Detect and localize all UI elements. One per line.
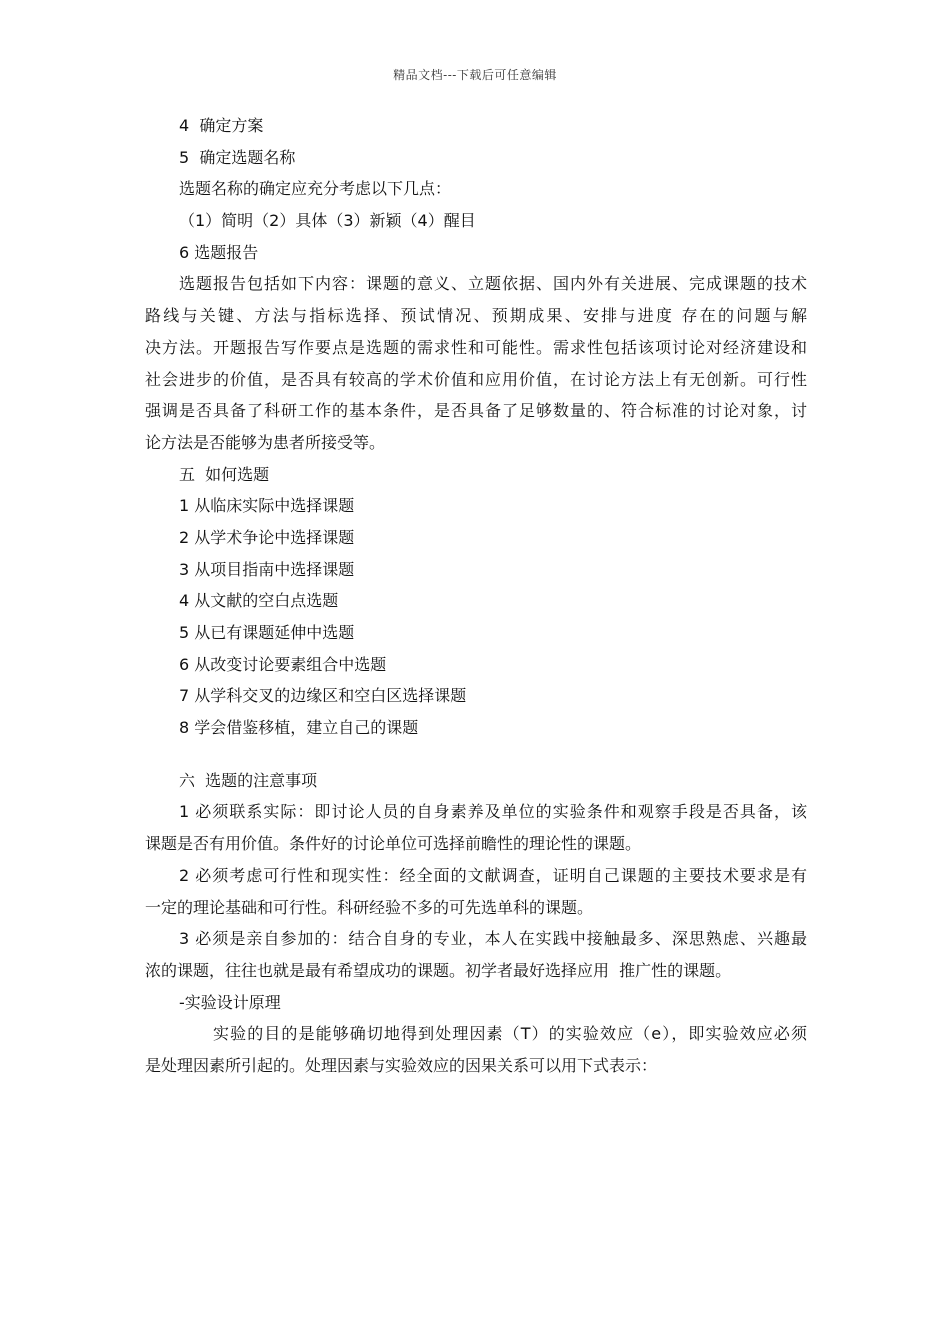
document-body xyxy=(145,110,807,1082)
text-line: 浓的课题，往往也就是最有希望成功的课题。初学者最好选择应用 推广性的课题。 xyxy=(145,960,732,980)
text-line: 6 选题报告 xyxy=(179,242,259,262)
paragraph-gap xyxy=(145,744,807,765)
section-heading: -实验设计原理 xyxy=(179,992,281,1012)
text-line: 2 必须考虑可行性和现实性：经全面的文献调查，证明自己课题的主要技术要求是有 xyxy=(179,865,807,885)
text-line: 5 确定选题名称 xyxy=(179,147,296,167)
text-line: 3 必须是亲自参加的：结合自身的专业，本人在实践中接触最多、深思熟虑、兴趣最 xyxy=(179,929,807,949)
text-line: 1 必须联系实际：即讨论人员的自身素养及单位的实验条件和观察手段是否具备，该 xyxy=(179,802,807,822)
text-line: 强调是否具备了科研工作的基本条件，是否具备了足够数量的、符合标准的讨论对象，讨 xyxy=(145,401,807,421)
text-line: 路线与关键、方法与指标选择、预试情况、预期成果、安排与进度 存在的问题与解 xyxy=(145,306,807,326)
text-line: 决方法。开题报告写作要点是选题的需求性和可能性。需求性包括该项讨论对经济建设和 xyxy=(145,337,807,357)
page-header: 精品文档---下载后可任意编辑 xyxy=(393,68,557,82)
list-item: 2 从学术争论中选择课题 xyxy=(179,527,355,547)
list-item: 6 从改变讨论要素组合中选题 xyxy=(179,654,387,674)
text-line: 社会进步的价值，是否具有较高的学术价值和应用价值，在讨论方法上有无创新。可行性 xyxy=(145,369,807,389)
text-line: 选题报告包括如下内容：课题的意义、立题依据、国内外有关进展、完成课题的技术 xyxy=(179,274,807,294)
list-item: 5 从已有课题延伸中选题 xyxy=(179,623,355,642)
list-item: 7 从学科交叉的边缘区和空白区选择课题 xyxy=(179,686,467,706)
list-item: 4 从文献的空白点选题 xyxy=(179,591,339,611)
text-line: 4 确定方案 xyxy=(179,116,264,135)
list-item: 8 学会借鉴移植，建立自己的课题 xyxy=(179,718,419,738)
text-line: 实验的目的是能够确切地得到处理因素（T）的实验效应（e），即实验效应必须 xyxy=(213,1024,807,1044)
text-line: 论方法是否能够为患者所接受等。 xyxy=(145,432,386,452)
text-line: 课题是否有用价值。条件好的讨论单位可选择前瞻性的理论性的课题。 xyxy=(145,834,642,854)
text-line: 一定的理论基础和可行性。科研经验不多的可先选单科的课题。 xyxy=(145,897,594,917)
text-line: 选题名称的确定应充分考虑以下几点： xyxy=(179,179,452,199)
list-item: 1 从临床实际中选择课题 xyxy=(179,496,355,516)
text-line: 是处理因素所引起的。处理因素与实验效应的因果关系可以用下式表示： xyxy=(145,1055,658,1075)
text-line: （1）简明（2）具体（3）新颖（4）醒目 xyxy=(179,211,476,231)
section-heading: 五 如何选题 xyxy=(179,464,270,484)
section-heading: 六 选题的注意事项 xyxy=(179,770,318,790)
list-item: 3 从项目指南中选择课题 xyxy=(179,559,355,579)
